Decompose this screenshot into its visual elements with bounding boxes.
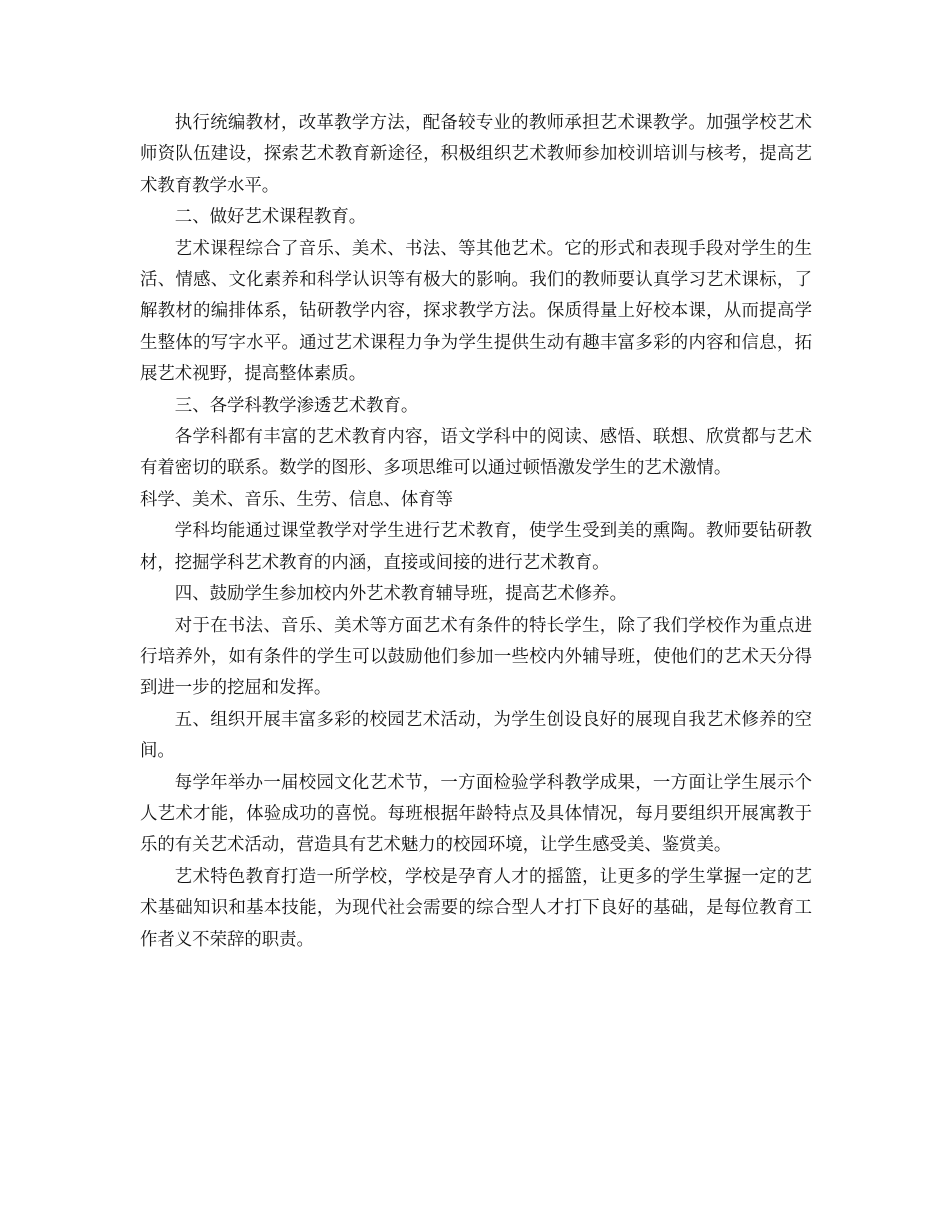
section-heading-2: 二、做好艺术课程教育。 xyxy=(174,207,367,228)
paragraph-conclusion: 艺术特色教育打造一所学校，学校是孕育人才的摇篮，让更多的学生掌握一定的艺术基础知识和基本技能，为现代社会需要的综合型人才打下良好的基础，是每位教育工作者义不荣辞的职责。 xyxy=(140,866,812,950)
paragraph-intro: 执行统编教材，改革教学方法，配备较专业的教师承担艺术课教学。加强学校艺术师资队伍建设，探索艺术教育新途径，积极组织艺术教师参加校训培训与核考，提高艺术教育教学水平。 xyxy=(140,113,812,196)
document-body xyxy=(140,108,812,956)
section-heading-5: 五、组织开展丰富多彩的校园艺术活动，为学生创设良好的展现自我艺术修养的空间。 xyxy=(140,709,812,762)
section-heading-3: 三、各学科教学渗透艺术教育。 xyxy=(174,395,419,416)
paragraph-tutoring: 对于在书法、音乐、美术等方面艺术有条件的特长学生，除了我们学校作为重点进行培养外，如有条件的学生可以鼓励他们参加一些校内外辅导班，使他们的艺术天分得到进一步的挖屈和发挥。 xyxy=(140,615,812,699)
paragraph-subjects: 各学科都有丰富的艺术教育内容，语文学科中的阅读、感悟、联想、欣赏都与艺术有着密切的联系。数学的图形、多项思维可以通过顿悟激发学生的艺术激情。 xyxy=(140,427,812,479)
paragraph-subject-list: 科学、美术、音乐、生劳、信息、体育等 xyxy=(140,489,454,510)
paragraph-art-festival: 每学年举办一届校园文化艺术节，一方面检验学科教学成果，一方面让学生展示个人艺术才能，体验成功的喜悦。每班根据年龄特点及具体情况，每月要组织开展寓教于乐的有关艺术活动，营造具有艺术魅力的校园环境，让学生感受美、鉴赏美。 xyxy=(140,772,812,856)
paragraph-art-curriculum: 艺术课程综合了音乐、美术、书法、等其他艺术。它的形式和表现手段对学生的生活、情感、文化素养和科学认识等有极大的影响。我们的教师要认真学习艺术课标，了解教材的编排体系，钻研教学内容，探求教学方法。保质得量上好校本课，从而提高学生整体的写字水平。通过艺术课程力争为学生提供生动有趣丰富多彩的内容和信息，拓展艺术视野，提高整体素质。 xyxy=(140,238,812,385)
section-heading-4: 四、鼓励学生参加校内外艺术教育辅导班，提高艺术修养。 xyxy=(174,584,627,605)
paragraph-classroom-teaching: 学科均能通过课堂教学对学生进行艺术教育，使学生受到美的熏陶。教师要钻研教材，挖掘学科艺术教育的内涵，直接或间接的进行艺术教育。 xyxy=(140,521,812,573)
